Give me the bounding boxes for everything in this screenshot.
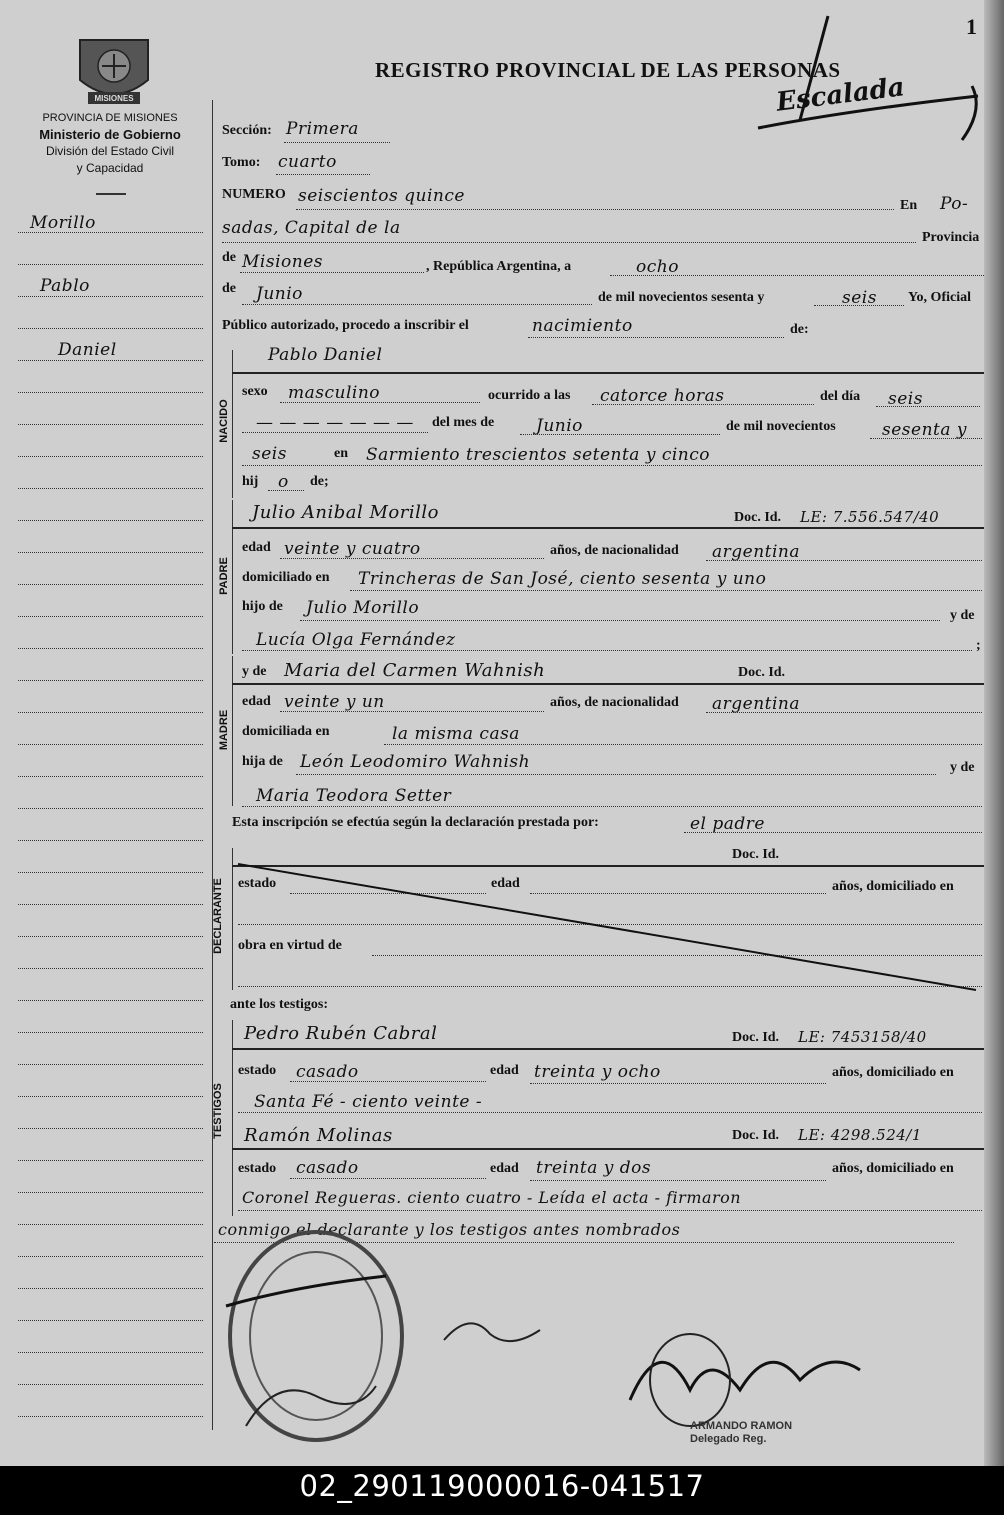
seal-caption: MISIONES (94, 94, 134, 103)
province-block (10, 111, 210, 177)
testigo1-edad-label: edad (490, 1063, 519, 1078)
margin-second-name: Daniel (58, 340, 117, 360)
margin-rule (18, 1032, 203, 1033)
publico-text: Público autorizado, procedo a inscribir el (222, 318, 469, 333)
padre-dom-value: Trincheras de San José, ciento sesenta y uno (358, 569, 767, 589)
numero-label: NUMERO (222, 187, 286, 202)
madre-yde-label: y de (242, 664, 267, 679)
margin-rule (18, 648, 203, 649)
testigo1-doc-label: Doc. Id. (732, 1030, 780, 1045)
mes-label: del mes de (432, 415, 495, 430)
testigo2-estado: casado (296, 1158, 359, 1178)
margin-rule (18, 1224, 203, 1225)
declarante-doc-label: Doc. Id. (732, 847, 780, 862)
testigo1-doc-value: LE: 7453158/40 (798, 1028, 927, 1046)
testigo2-doc-label: Doc. Id. (732, 1128, 780, 1143)
padre-madre-value: Lucía Olga Fernández (256, 630, 456, 650)
province-line-2: Ministerio de Gobierno (39, 127, 181, 142)
place-value: sadas, Capital de la (222, 218, 401, 238)
mes-value: Junio (536, 416, 583, 436)
testigo1-anos-label: años, domiciliado en (832, 1065, 954, 1080)
official-stamp (690, 1420, 792, 1446)
padre-edad-label: edad (242, 540, 271, 555)
declarante-estado-label: estado (238, 876, 277, 891)
testigo1-edad: treinta y ocho (534, 1062, 661, 1082)
madre-edad-value: veinte y un (284, 692, 385, 712)
margin-rule (18, 1416, 203, 1417)
province-value: Misiones (242, 252, 323, 272)
ante-testigos-label: ante los testigos: (230, 997, 328, 1012)
de-semicolon: de; (310, 474, 329, 489)
hij-label: hij (242, 474, 259, 489)
madre-abuela-value: Maria Teodora Setter (256, 786, 452, 806)
tomo-value: cuarto (278, 152, 337, 172)
margin-rule (18, 936, 203, 937)
divider (96, 193, 126, 195)
declarante-obra-label: obra en virtud de (238, 938, 342, 953)
registry-stamp-icon (216, 1226, 416, 1456)
dia-value: seis (888, 389, 923, 409)
madre-nac-label: años, de nacionalidad (550, 695, 679, 710)
dashes: — — — — — — — (256, 413, 414, 433)
hora-value: catorce horas (600, 386, 725, 406)
margin-rule (18, 840, 203, 841)
seccion-value: Primera (286, 119, 359, 139)
margin-rule (18, 520, 203, 521)
sexo-label: sexo (242, 384, 268, 399)
provincia-label: Provincia (922, 230, 980, 245)
province-line-3: División del Estado Civil (45, 144, 175, 158)
margin-rule (18, 584, 203, 585)
de2-label: de (222, 281, 236, 296)
numero-value: seiscientos quince (298, 186, 465, 206)
mil-text: de mil novecientos sesenta y (598, 290, 765, 305)
anio-value: sesenta y (882, 420, 967, 440)
padre-y-de: y de (950, 608, 975, 623)
margin-rule (18, 1352, 203, 1353)
day-value: ocho (636, 257, 679, 277)
margin-rule (18, 488, 203, 489)
margin-rule (18, 1320, 203, 1321)
sexo-value: masculino (288, 383, 381, 403)
margin-rule (18, 264, 203, 265)
margin-rule (18, 1000, 203, 1001)
witness-signature-icon (440, 1300, 550, 1360)
testigo1-name: Pedro Rubén Cabral (244, 1023, 438, 1044)
seccion-label: Sección: (222, 123, 272, 138)
declarante-strike-icon (236, 862, 982, 994)
oficial-text: Yo, Oficial (908, 290, 971, 305)
margin-rule (18, 904, 203, 905)
testigo1-estado: casado (296, 1062, 359, 1082)
margin-surname: Morillo (30, 213, 96, 233)
testigo2-doc-value: LE: 4298.524/1 (798, 1126, 922, 1144)
testigo2-anos-label: años, domiciliado en (832, 1161, 954, 1176)
margin-rule (18, 616, 203, 617)
registry-title: REGISTRO PROVINCIAL DE LAS PERSONAS (375, 58, 841, 82)
en-label: En (900, 198, 918, 213)
margin-first-name: Pablo (40, 276, 90, 296)
province-line-1: PROVINCIA DE MISIONES (42, 112, 178, 124)
official-signature-icon (620, 1320, 880, 1430)
closing-text: conmigo el declarante y los testigos antes nombrados (218, 1220, 681, 1239)
margin-rule (18, 1128, 203, 1129)
madre-nac-value: argentina (712, 694, 801, 714)
margin-rule (18, 1384, 203, 1385)
madre-label: MADRE (218, 709, 230, 751)
madre-y-de: y de (950, 760, 975, 775)
lugar-value: Sarmiento trescientos setenta y cinco (366, 445, 711, 465)
en-value: Po- (940, 194, 969, 214)
ocurrido-label: ocurrido a las (488, 388, 571, 403)
madre-hija-value: León Leodomiro Wahnish (300, 752, 531, 772)
margin-rule (18, 328, 203, 329)
padre-nac-value: argentina (712, 542, 801, 562)
margin-rule (18, 712, 203, 713)
acto-value: nacimiento (532, 316, 633, 336)
padre-doc-label: Doc. Id. (734, 510, 782, 525)
margin-rule (18, 808, 203, 809)
padre-label: PADRE (218, 557, 230, 595)
margin-rule (18, 744, 203, 745)
nacido-name: Pablo Daniel (268, 345, 383, 365)
margin-rule (18, 456, 203, 457)
madre-dom-value: la misma casa (392, 724, 520, 744)
official-stamp-line-1: ARMANDO RAMON (690, 1420, 793, 1432)
declarante-anos-label: años, domiciliado en (832, 879, 954, 894)
margin-rule (18, 1256, 203, 1257)
margin-rule (18, 776, 203, 777)
margin-rule (18, 1160, 203, 1161)
page-number: 1 (966, 14, 977, 39)
margin-rule (18, 360, 203, 361)
padre-name: Julio Anibal Morillo (252, 502, 439, 523)
province-line-4: y Capacidad (76, 161, 144, 175)
official-stamp-line-2: Delegado Reg. (690, 1433, 767, 1445)
margin-rule (18, 296, 203, 297)
testigo2-name: Ramón Molinas (244, 1125, 393, 1146)
testigos-label: TESTIGOS (212, 1083, 224, 1139)
testigo2-dom: Coronel Regueras. ciento cuatro - Leída el acta - firmaron (242, 1188, 742, 1207)
de-colon: de: (790, 322, 809, 337)
nacido-label: NACIDO (218, 399, 230, 443)
del-dia-label: del día (820, 389, 861, 404)
margin-rule (18, 680, 203, 681)
margin-rule (18, 968, 203, 969)
padre-nac-label: años, de nacionalidad (550, 543, 679, 558)
madre-doc-label: Doc. Id. (738, 665, 786, 680)
margin-rule (18, 1064, 203, 1065)
en-label-2: en (334, 446, 348, 461)
margin-rule (18, 1096, 203, 1097)
padre-hijo-value: Julio Morillo (306, 598, 420, 618)
tomo-label: Tomo: (222, 155, 261, 170)
padre-hijo-label: hijo de (242, 599, 283, 614)
padre-edad-value: veinte y cuatro (284, 539, 421, 559)
testigo2-edad: treinta y dos (536, 1158, 652, 1178)
header-signature: Escalada (774, 72, 907, 118)
testigo2-edad-label: edad (490, 1161, 519, 1176)
declaracion-text: Esta inscripción se efectúa según la declaración prestada por: (232, 815, 599, 830)
padre-dom-label: domiciliado en (242, 570, 330, 585)
testigo2-estado-label: estado (238, 1161, 277, 1176)
madre-edad-label: edad (242, 694, 271, 709)
declarante-edad-label: edad (491, 876, 520, 891)
madre-name: Maria del Carmen Wahnish (284, 660, 546, 681)
anio-value-2: seis (252, 444, 287, 464)
hij-value: o (278, 472, 289, 492)
madre-hija-label: hija de (242, 754, 283, 769)
page-edge (984, 0, 1004, 1466)
margin-rule (18, 1192, 203, 1193)
republica-text: , República Argentina, a (426, 259, 572, 274)
image-id-footer: 02_290119000016-041517 (0, 1466, 1004, 1515)
padre-doc-value: LE: 7.556.547/40 (800, 508, 940, 526)
margin-divider (212, 100, 213, 1430)
margin-rule (18, 392, 203, 393)
month-value: Junio (256, 284, 303, 304)
year-value: seis (842, 288, 877, 308)
mil-label: de mil novecientos (726, 419, 836, 434)
margin-rule (18, 1288, 203, 1289)
testigo1-estado-label: estado (238, 1063, 277, 1078)
margin-rule (18, 424, 203, 425)
signature-stroke-icon (752, 10, 992, 150)
testigo1-dom: Santa Fé - ciento veinte - (254, 1092, 483, 1112)
margin-rule (18, 872, 203, 873)
madre-dom-label: domiciliada en (242, 724, 330, 739)
margin-rule (18, 552, 203, 553)
declarante-label: DECLARANTE (212, 878, 224, 954)
declaracion-value: el padre (690, 814, 765, 834)
de-label: de (222, 250, 236, 265)
padre-semicolon: ; (976, 638, 981, 653)
